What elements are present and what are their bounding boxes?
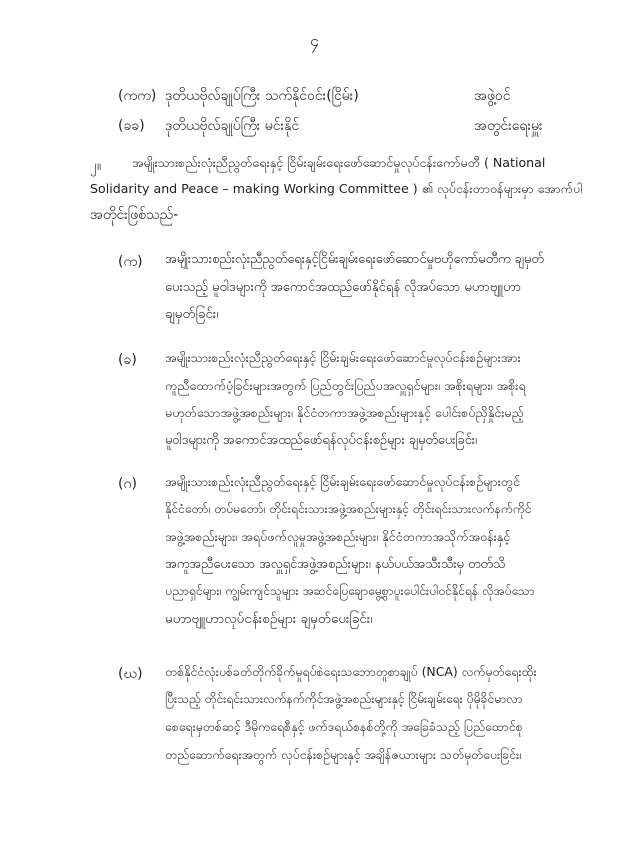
member-name: ဒုတိယဗိုလ်ချုပ်ကြီး သက်နိုင်ဝင်း(ငြိမ်း) (165, 88, 359, 104)
item-line: အမျိုးသားစည်းလုံးညီညွတ်ရေးနှင့် ငြိမ်းချမ်းရေးဖော်ဆောင်မှုလုပ်ငန်းစဉ်များအား (165, 350, 521, 365)
item-marker: (ဃ) (118, 666, 143, 682)
page-number: ၄ (310, 31, 319, 50)
item-line: တည်ဆောက်ရေးအတွက် လုပ်ငန်းစဉ်များနှင့် အချိန်ဇယားများ သတ်မှတ်ပေးခြင်း၊ (165, 746, 522, 762)
item-marker: (ဂ) (118, 476, 137, 492)
member-marker: (ခခ) (118, 118, 145, 134)
paragraph-line: Solidarity and Peace – making Working Committee ) ၏ လုပ်ငန်းတာဝန်များမှာ အောက်ပါ (90, 181, 583, 196)
member-marker: (ကက) (118, 88, 157, 104)
section-paragraph (90, 150, 590, 228)
paragraph-line: အမျိုးသားစည်းလုံးညီညွတ်ရေးနှင့် ငြိမ်းချမ်းရေးဖော်ဆောင်မှုလုပ်ငန်းကော်မတီ ( National (132, 155, 546, 170)
item-line: မူဝါဒများကို အကောင်အထည်ဖော်ရန်လုပ်ငန်းစဉ်များ ချမှတ်ပေးခြင်း၊ (165, 432, 478, 448)
member-role: အဖွဲ့ဝင် (474, 88, 511, 104)
item-line: မဟာဗျူဟာလုပ်ငန်းစဉ်များ ချမှတ်ပေးခြင်း၊ (165, 610, 373, 627)
item-line: အမျိုးသားစည်းလုံးညီညွတ်ရေးနှင့် ငြိမ်းချမ်းရေးဖော်ဆောင်မှုလုပ်ငန်းစဉ်များတွင် (165, 474, 521, 489)
item-marker: (ခ) (118, 352, 137, 368)
item-line: ပညာရှင်များ၊ ကျွမ်းကျင်သူများ အဆင်ပြေချောမွေ့စွာပူးပေါင်းပါဝင်နိုင်ရန် လိုအပ်သော (165, 584, 535, 598)
member-name: ဒုတိယဗိုလ်ချုပ်ကြီး မင်းနိုင် (165, 118, 300, 134)
item-line: ပြီးသည့် တိုင်းရင်းသားလက်နက်ကိုင်အဖွဲ့အစည်းများနှင့် ငြိမ်းချမ်းရေး ပိုမိုခိုင်မာလာ (165, 691, 523, 706)
item-line: အဖွဲ့အစည်းများ၊ အရပ်ဖက်လူမှုအဖွဲ့အစည်းများ၊ နိုင်ငံတကာအသိုက်အဝန်းနှင့် (165, 529, 511, 544)
section-number: ၂။ (90, 158, 102, 174)
item-line: ပေးသည့် မူဝါဒများကို အကောင်အထည်ဖော်နိုင်ရန် လိုအပ်သော မဟာဗျူဟာ (165, 279, 522, 295)
item-line: မဟုတ်သောအဖွဲ့အစည်းများ၊ နိုင်ငံတကာအဖွဲ့အစည်းများနှင့် ပေါင်းစပ်ညှိနှိုင်းမည့် (165, 405, 524, 420)
item-line: အကူအညီပေးသော အလှူရှင်အဖွဲ့အစည်းများ၊ နယ်ပယ်အသီးသီးမှ တတ်သိ (165, 556, 506, 572)
list-item (165, 344, 605, 454)
item-line: တစ်နိုင်ငံလုံးပစ်ခတ်တိုက်ခိုက်မှုရပ်စဲရေးသဘောတူစာချုပ် (NCA) လက်မှတ်ရေးထိုး (165, 664, 537, 679)
item-line: အမျိုးသားစည်းလုံးညီညွတ်ရေးနှင့်ငြိမ်းချမ်းရေးဖော်ဆောင်မှုဗဟိုကော်မတီက ချမှတ် (165, 252, 544, 267)
paragraph-line: အတိုင်းဖြစ်သည်- (90, 207, 179, 223)
list-item (165, 468, 605, 633)
item-line: ချမှတ်ခြင်း၊ (165, 306, 219, 322)
item-marker: (က) (118, 254, 143, 270)
list-item (165, 658, 605, 768)
item-line: နိုင်ငံတော်၊ တပ်မတော်၊ တိုင်းရင်းသားအဖွဲ့အစည်းများနှင့် တိုင်းရင်းသားလက်နက်ကိုင် (165, 501, 532, 516)
item-line: စေရေးမှတစ်ဆင့် ဒီမိုကရေစီနှင့် ဖက်ဒရယ်စနစ်တို့ကို အခြေခံသည့် ပြည်ထောင်စု (165, 719, 523, 734)
list-item (165, 246, 605, 329)
member-role: အတွင်းရေးမှူး (474, 118, 543, 134)
item-line: ကူညီထောက်ပံ့ခြင်းများအတွက် ပြည်တွင်းပြည်ပအလှူရှင်များ၊ အစိုးရများ၊ အစိုးရ (165, 377, 526, 393)
